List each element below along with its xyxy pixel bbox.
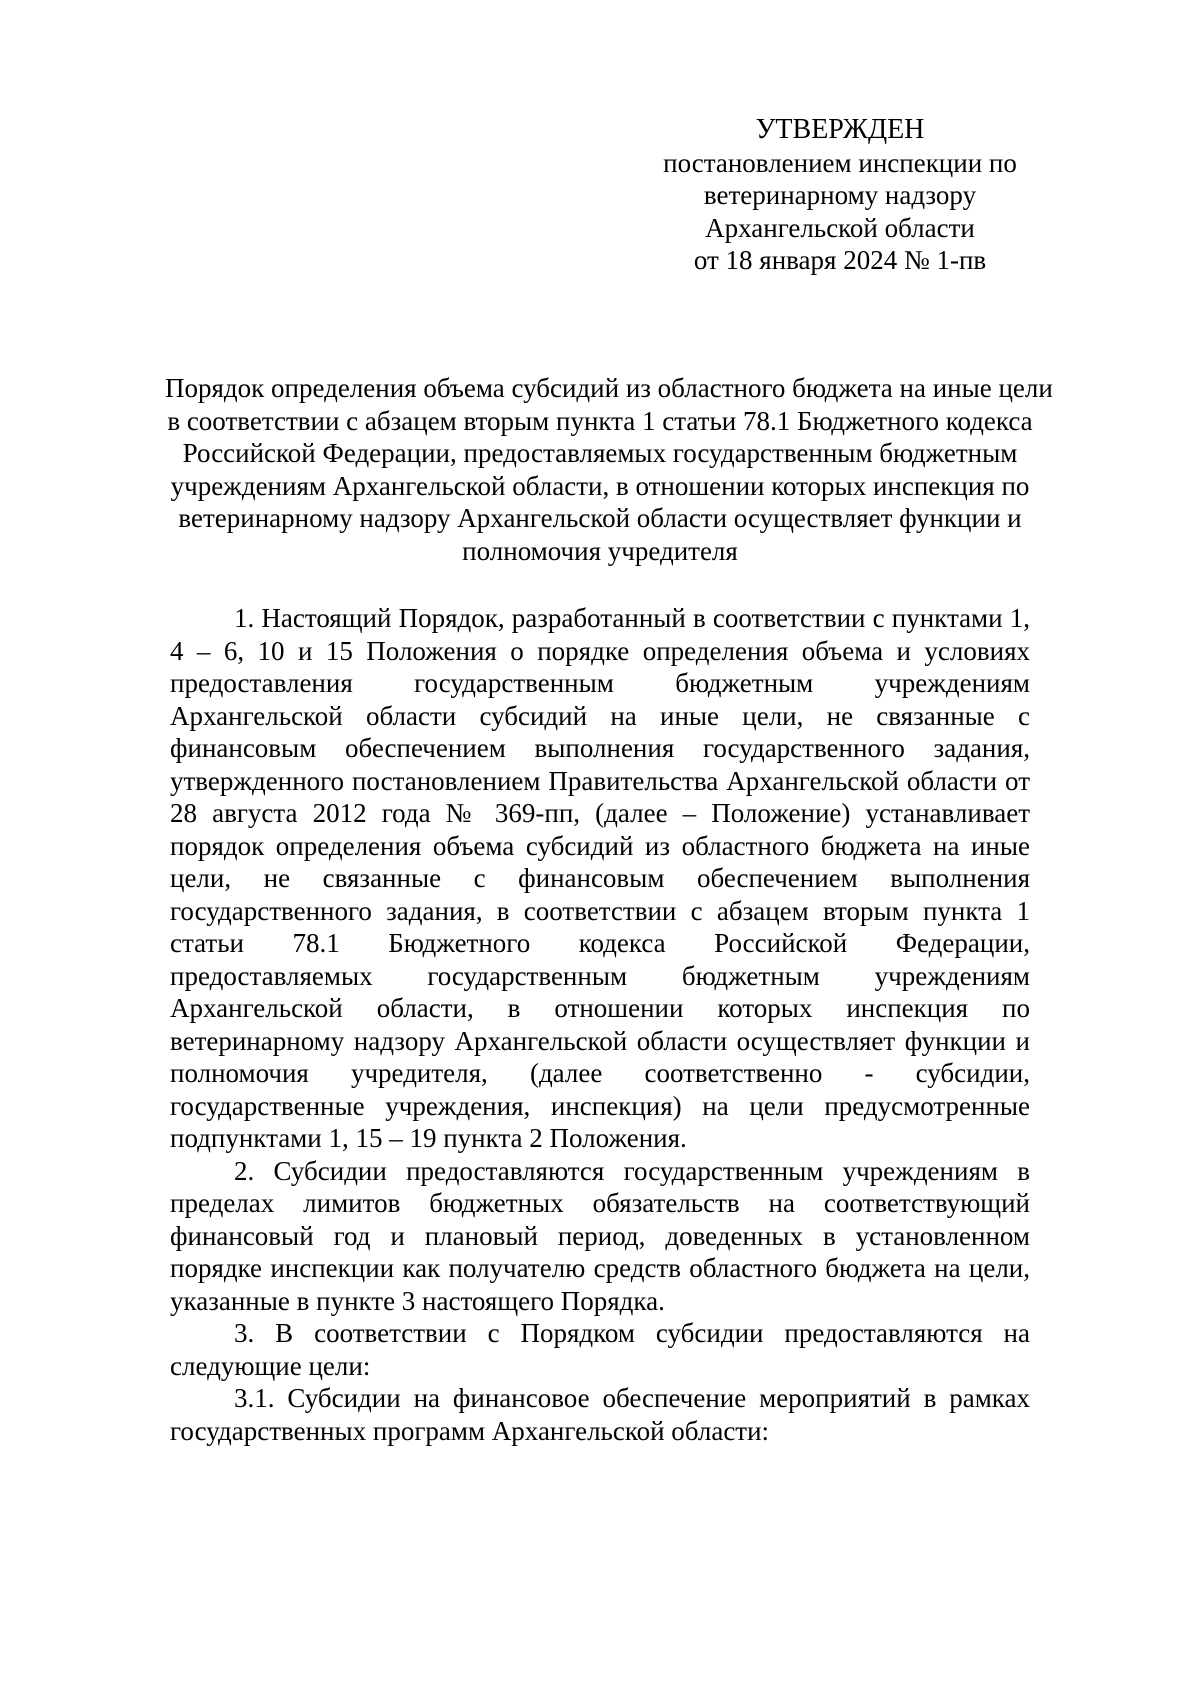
approval-date: от 18 января 2024 № 1-пв <box>693 245 987 275</box>
document-title <box>165 372 1053 567</box>
paragraph-3-1: 3.1. Субсидии на финансовое обеспечение мероприятий в рамках государственных программ Архангельской области: <box>170 1383 1030 1446</box>
approval-line: Архангельской области <box>705 212 975 243</box>
title-line: Порядок определения объема субсидий из областного бюджета на иные цели <box>165 373 1053 403</box>
approval-stamp <box>650 114 1030 277</box>
title-line: Российской Федерации, предоставляемых государственным бюджетным <box>182 438 1018 468</box>
approval-line: ветеринарному надзору <box>703 180 977 210</box>
approval-line: постановлением инспекции по <box>663 147 1017 178</box>
paragraph-3: 3. В соответствии с Порядком субсидии предоставляются на следующие цели: <box>170 1318 1030 1381</box>
title-line: полномочия учредителя <box>462 535 738 566</box>
title-line: ветеринарному надзору Архангельской области осуществляет функции и <box>178 503 1022 533</box>
document-body <box>170 602 1030 1447</box>
paragraph-2: 2. Субсидии предоставляются государственным учреждениям в пределах лимитов бюджетных обязательств на соответствующий финансовый год и плановый период, доведенных в установленном порядке инспекции как получателю средств областного бюджета на цели, указанные в пункте 3 настоящего Порядка. <box>170 1155 1030 1316</box>
paragraph-1: 1. Настоящий Порядок, разработанный в соответствии с пунктами 1, 4 – 6, 10 и 15 Положения о порядке определения объема и условиях предоставления государственным бюджетным учреждениям Архангельской области субсидий на иные цели, не связанные с финансовым обеспечением выполнения государственного задания, утвержденного постановлением Правительства Архангельской области от 28 августа 2012 года № 369-пп, (далее – Положение) устанавливает порядок определения объема субсидий из областного бюджета на иные цели, не связанные с финансовым обеспечением выполнения государственного задания, в соответствии с абзацем вторым пункта 1 статьи 78.1 Бюджетного кодекса Российской Федерации, предоставляемых государственным бюджетным учреждениям Архангельской области, в отношении которых инспекция по ветеринарному надзору Архангельской области осуществляет функции и полномочия учредителя, (далее соответственно - субсидии, государственные учреждения, инспекция) на цели предусмотренные подпунктами 1, 15 – 19 пункта 2 Положения. <box>170 603 1030 1153</box>
title-line: учреждениям Архангельской области, в отношении которых инспекция по <box>170 470 1030 501</box>
approval-heading: УТВЕРЖДЕН <box>755 114 925 145</box>
title-line: в соответствии с абзацем вторым пункта 1 статьи 78.1 Бюджетного кодекса <box>167 405 1033 436</box>
